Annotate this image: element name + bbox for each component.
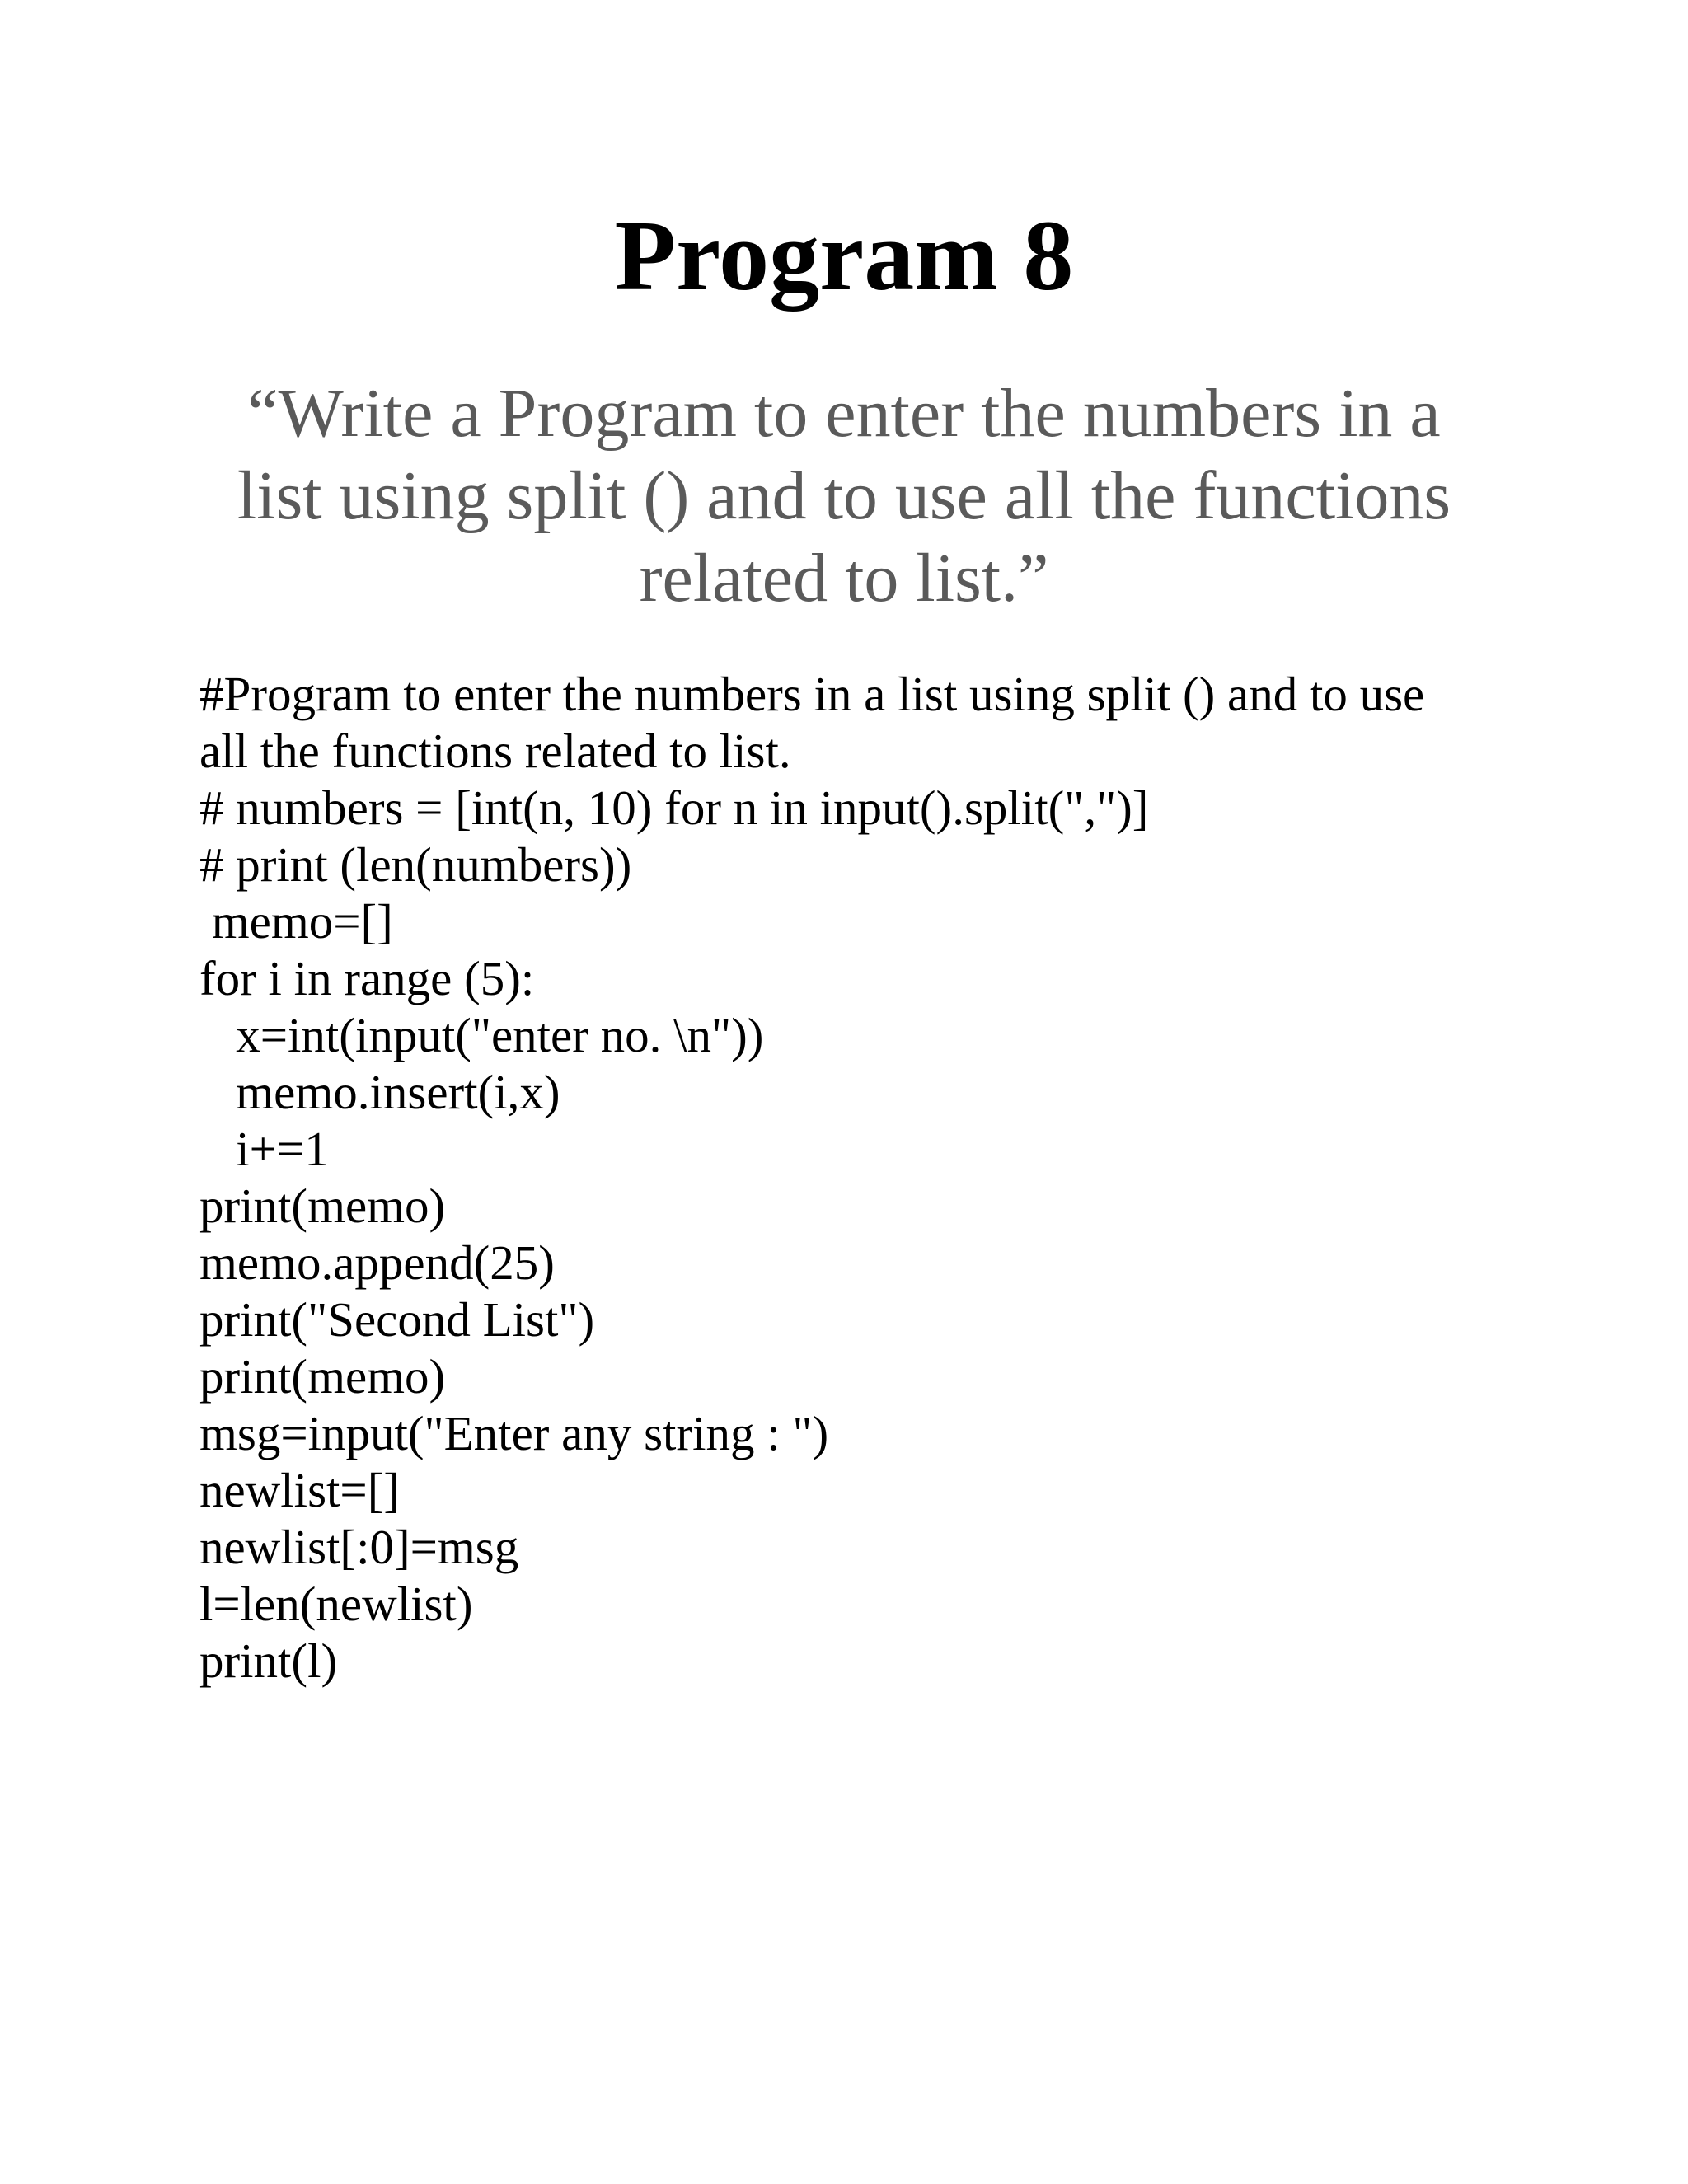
code-line: x=int(input("enter no. \n")) — [199, 1008, 764, 1062]
task-line: related to list.” — [639, 540, 1049, 616]
code-comment-line: #Program to enter the numbers in a list using split () and to use — [199, 667, 1425, 721]
task-statement — [165, 373, 1523, 620]
code-line: l=len(newlist) — [199, 1577, 473, 1631]
code-line: print("Second List") — [199, 1292, 595, 1347]
code-line: for i in range (5): — [199, 951, 535, 1005]
code-comment-line: # print (len(numbers)) — [199, 837, 632, 892]
code-line: memo=[] — [199, 894, 393, 949]
code-line: print(memo) — [199, 1179, 446, 1233]
code-line: msg=input("Enter any string : ") — [199, 1406, 829, 1460]
code-line: print(l) — [199, 1633, 338, 1688]
task-line: “Write a Program to enter the numbers in a — [247, 375, 1441, 452]
code-line: memo.append(25) — [199, 1235, 555, 1290]
code-comment-line: # numbers = [int(n, 10) for n in input().split(",")] — [199, 780, 1149, 835]
code-line: memo.insert(i,x) — [199, 1065, 560, 1119]
code-comment-line: all the functions related to list. — [199, 724, 791, 778]
code-line: print(memo) — [199, 1349, 446, 1404]
page-title: Program 8 — [614, 200, 1074, 312]
code-line: newlist=[] — [199, 1463, 401, 1517]
task-line: list using split () and to use all the functions — [237, 457, 1451, 534]
code-listing — [199, 666, 1601, 1690]
code-line: i+=1 — [199, 1122, 329, 1176]
code-line: newlist[:0]=msg — [199, 1520, 519, 1574]
